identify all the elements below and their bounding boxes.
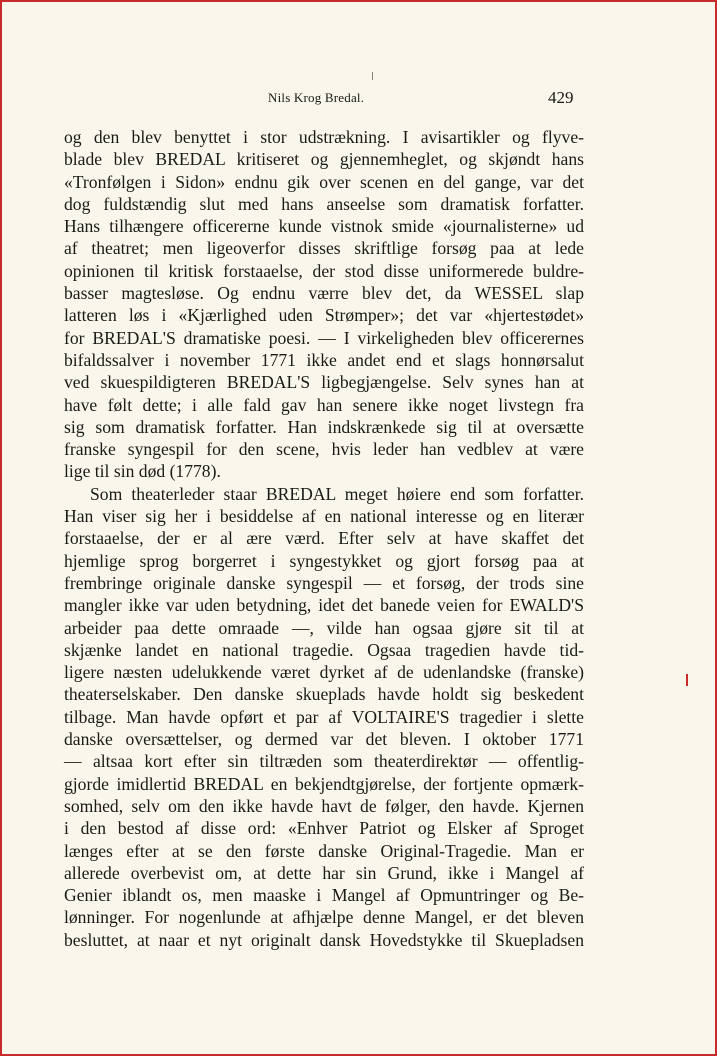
text-line: længes efter at se den første danske Original-Tragedie. Man er — [64, 840, 584, 861]
text-line: theaterselskaber. Den danske skueplads havde holdt sig beskedent — [64, 684, 584, 705]
text-line: bifaldssalver i november 1771 ikke andet end et slags honnørsalut — [64, 349, 584, 370]
text-line: sig som dramatisk forfatter. Han indskrænkede sig til at oversætte — [64, 416, 584, 437]
text-line: ligere næsten udelukkende været dyrket af de udenlandske (franske) — [64, 662, 584, 683]
text-line: danske oversættelser, og dermed var det bleven. I oktober 1771 — [64, 729, 584, 750]
text-line: besluttet, at naar et nyt originalt dansk Hovedstykke til Skuepladsen — [64, 929, 584, 950]
text-line: blade blev BREDAL kritiseret og gjennemheglet, og skjøndt hans — [64, 149, 584, 170]
text-line: og den blev benyttet i stor udstrækning. I avisartikler og flyve- — [64, 127, 584, 147]
text-line: opinionen til kritisk forstaaelse, der stod disse uniformerede buldre- — [64, 260, 584, 281]
text-line: basser magtesløse. Og endnu værre blev det, da WESSEL slap — [64, 283, 584, 304]
text-line: tilbage. Man havde opført et par af VOLTAIRE'S tragedier i slette — [64, 706, 584, 727]
text-line: latteren løs i «Kjærlighed uden Strømper»; det var «hjertestødet» — [64, 305, 584, 326]
text-line: gjorde imidlertid BREDAL en bekjendtgjørelse, der fortjente opmærk- — [64, 773, 584, 794]
text-line: dog fuldstændig slut med hans anseelse som dramatisk forfatter. — [64, 193, 584, 214]
text-line: somhed, selv om den ikke havde havt de følger, den havde. Kjernen — [64, 795, 584, 816]
text-line: ved skuespildigteren BREDAL'S ligbegjængelse. Selv synes han at — [64, 372, 584, 393]
print-mark — [372, 72, 373, 80]
text-line: forstaaelse, der er al ære værd. Efter selv at have skaffet det — [64, 528, 584, 549]
text-line: mangler ikke var uden betydning, idet det banede veien for EWALD'S — [64, 595, 584, 616]
text-line: arbeider paa dette omraade —, vilde han ogsaa gjøre sit til at — [64, 617, 584, 638]
text-line: Som theaterleder staar BREDAL meget høiere end som forfatter. — [90, 483, 584, 504]
text-line: Genier iblandt os, men maaske i Mangel af Opmuntringer og Be- — [64, 885, 584, 906]
text-line: i den bestod af disse ord: «Enhver Patriot og Elsker af Sproget — [64, 818, 584, 839]
margin-mark — [686, 674, 688, 686]
text-line: «Tronfølgen i Sidon» endnu gik over scenen en del gange, var det — [64, 171, 584, 192]
text-line: — altsaa kort efter sin tiltræden som theaterdirektør — offentlig- — [64, 751, 584, 772]
text-line: for BREDAL'S dramatiske poesi. — I virkeligheden blev officerernes — [64, 327, 584, 348]
text-line: lige til sin død (1778). — [64, 461, 221, 482]
text-line: have følt dette; i alle fald gav han senere ikke noget livstegn fra — [64, 394, 584, 415]
running-head: Nils Krog Bredal. — [268, 90, 365, 105]
text-line: Hans tilhængere officererne kunde vistnok smide «journalisterne» ud — [64, 216, 584, 237]
page-header — [0, 88, 717, 112]
text-line: hjemlige sprog borgerret i syngestykket og gjort forsøg paa at — [64, 550, 584, 571]
text-line: frembringe originale danske syngespil — et forsøg, der trods sine — [64, 572, 584, 593]
text-line: af theatret; men ligeoverfor disses skriftlige forsøg paa at lede — [64, 238, 584, 259]
text-line: allerede overbevist om, at dette har sin Grund, ikke i Mangel af — [64, 862, 584, 883]
text-line: Han viser sig her i besiddelse af en national interesse og en literær — [64, 506, 584, 527]
text-line: skjænke landet en national tragedie. Ogsaa tragedien havde tid- — [64, 639, 584, 660]
body-text — [64, 126, 584, 951]
text-line: franske syngespil for den scene, hvis leder han vedblev at være — [64, 439, 584, 460]
page-number: 429 — [548, 88, 574, 107]
text-line: lønninger. For nogenlunde at afhjælpe denne Mangel, er det bleven — [64, 907, 584, 928]
